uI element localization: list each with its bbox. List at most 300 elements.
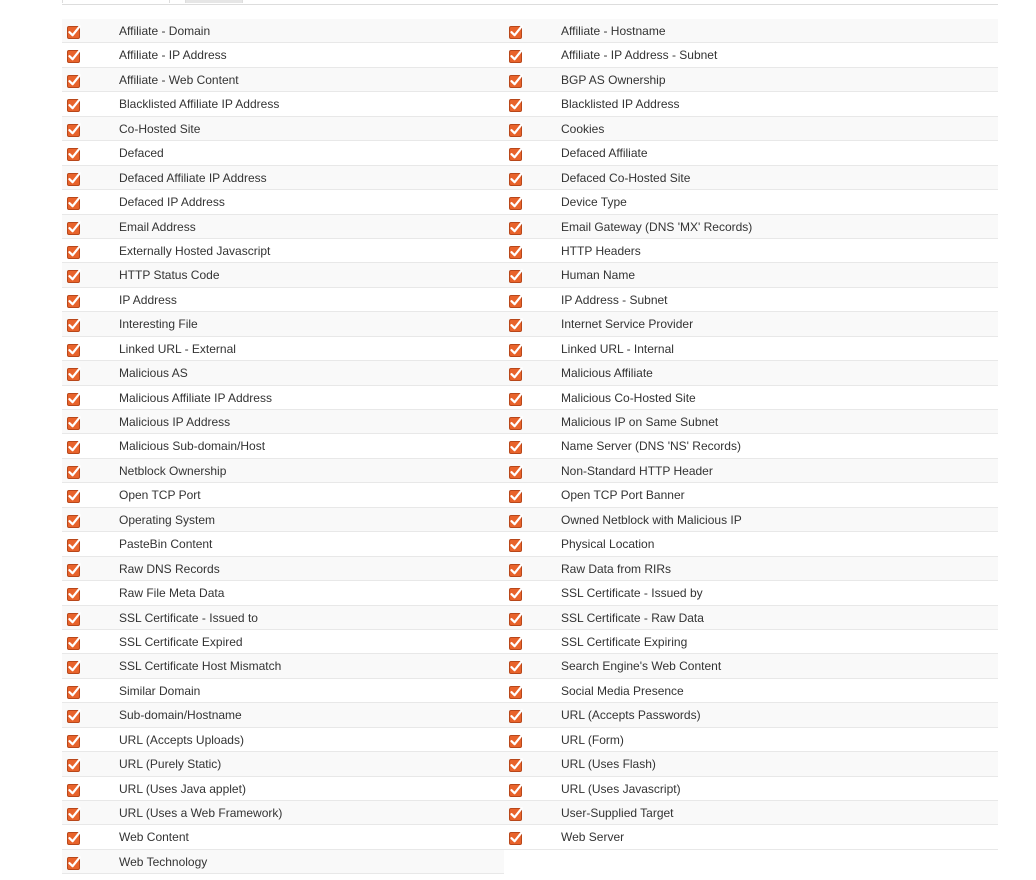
event-type-checkbox[interactable] <box>67 172 81 186</box>
checkbox-checked-icon <box>67 245 81 259</box>
checkbox-checked-icon <box>67 269 81 283</box>
event-type-label: Web Server <box>561 830 625 845</box>
event-type-label: HTTP Status Code <box>119 268 220 283</box>
event-type-cell <box>62 434 504 458</box>
event-type-label: Social Media Presence <box>561 683 684 698</box>
event-type-label: Search Engine's Web Content <box>561 659 722 674</box>
checkbox-checked-icon <box>509 636 523 650</box>
event-type-cell <box>504 166 998 190</box>
checkbox-checked-icon <box>509 221 523 235</box>
event-type-cell <box>62 190 504 214</box>
event-type-row <box>62 92 998 116</box>
event-type-checkbox[interactable] <box>509 709 523 723</box>
event-type-row <box>62 581 998 605</box>
checkbox-checked-icon <box>67 440 81 454</box>
event-type-row <box>62 337 998 361</box>
event-type-checkbox[interactable] <box>509 172 523 186</box>
event-type-checkbox[interactable] <box>67 563 81 577</box>
checkbox-checked-icon <box>509 465 523 479</box>
event-type-label: SSL Certificate - Issued to <box>119 610 258 625</box>
checkbox-checked-icon <box>67 123 81 137</box>
event-type-label: Linked URL - Internal <box>561 341 674 356</box>
checkbox-checked-icon <box>67 147 81 161</box>
event-type-checkbox[interactable] <box>509 465 523 479</box>
event-type-checkbox[interactable] <box>67 783 81 797</box>
event-type-cell <box>62 386 504 410</box>
event-type-cell <box>504 386 998 410</box>
checkbox-checked-icon <box>509 269 523 283</box>
checkbox-checked-icon <box>67 343 81 357</box>
event-type-label: URL (Uses Flash) <box>561 757 656 772</box>
event-type-label: URL (Accepts Passwords) <box>561 708 701 723</box>
event-type-checkbox[interactable] <box>67 196 81 210</box>
checkbox-checked-icon <box>67 660 81 674</box>
event-type-cell <box>504 92 998 116</box>
checkbox-checked-icon <box>509 734 523 748</box>
event-type-cell <box>62 557 504 581</box>
checkbox-checked-icon <box>509 318 523 332</box>
checkbox-checked-icon <box>509 807 523 821</box>
event-type-checkbox[interactable] <box>509 660 523 674</box>
event-type-checkbox[interactable] <box>67 685 81 699</box>
event-type-label: SSL Certificate - Issued by <box>561 586 703 601</box>
checkbox-checked-icon <box>509 612 523 626</box>
event-type-cell <box>504 752 998 776</box>
event-type-cell <box>62 728 504 752</box>
event-type-label: Open TCP Port <box>119 488 201 503</box>
event-type-row <box>62 141 998 165</box>
event-type-row <box>62 386 998 410</box>
event-type-checkbox[interactable] <box>67 318 81 332</box>
event-type-label: Defaced <box>119 146 164 161</box>
checkbox-checked-icon <box>67 563 81 577</box>
event-type-row <box>62 703 998 727</box>
event-type-checkbox[interactable] <box>509 367 523 381</box>
event-type-checkbox[interactable] <box>509 123 523 137</box>
event-type-label: IP Address <box>119 292 177 307</box>
event-type-row <box>62 434 998 458</box>
event-type-row <box>62 117 998 141</box>
event-type-cell <box>504 654 998 678</box>
event-type-row <box>62 312 998 336</box>
checkbox-checked-icon <box>509 783 523 797</box>
event-type-cell <box>62 141 504 165</box>
event-type-row <box>62 190 998 214</box>
event-type-cell <box>504 679 998 703</box>
event-type-label: Defaced IP Address <box>119 195 225 210</box>
event-type-label: Web Technology <box>119 854 208 869</box>
event-type-row <box>62 606 998 630</box>
checkbox-checked-icon <box>67 783 81 797</box>
event-type-label: URL (Accepts Uploads) <box>119 732 244 747</box>
event-type-checkbox[interactable] <box>509 392 523 406</box>
checkbox-checked-icon <box>67 49 81 63</box>
checkbox-checked-icon <box>509 196 523 210</box>
event-type-label: Malicious IP Address <box>119 415 231 429</box>
checkbox-checked-icon <box>67 856 81 870</box>
empty-cell <box>504 850 998 874</box>
event-type-cell <box>504 703 998 727</box>
event-type-checkbox[interactable] <box>67 856 81 870</box>
event-type-checkbox[interactable] <box>67 343 81 357</box>
event-type-cell <box>62 630 504 654</box>
checkbox-checked-icon <box>509 416 523 430</box>
event-type-checkbox[interactable] <box>67 416 81 430</box>
event-type-cell <box>504 728 998 752</box>
event-type-label: Affiliate - Domain <box>119 24 211 38</box>
event-type-checkbox[interactable] <box>509 25 523 39</box>
checkbox-checked-icon <box>67 318 81 332</box>
checkbox-checked-icon <box>67 25 81 39</box>
event-type-label: Cookies <box>561 121 605 136</box>
event-type-row <box>62 801 998 825</box>
event-type-checkbox[interactable] <box>67 538 81 552</box>
event-type-cell <box>62 361 504 385</box>
event-type-cell <box>504 312 998 336</box>
event-type-label: Defaced Affiliate IP Address <box>119 170 267 185</box>
checkbox-checked-icon <box>67 709 81 723</box>
checkbox-checked-icon <box>509 660 523 674</box>
event-type-checkbox[interactable] <box>67 807 81 821</box>
event-type-label: Email Gateway (DNS 'MX' Records) <box>561 219 753 234</box>
event-type-row <box>62 557 998 581</box>
event-type-cell <box>504 19 998 43</box>
checkbox-checked-icon <box>509 294 523 308</box>
event-type-cell <box>62 801 504 825</box>
event-type-checkbox[interactable] <box>67 49 81 63</box>
event-type-row <box>62 459 998 483</box>
event-type-cell <box>504 483 998 507</box>
event-type-cell <box>62 459 504 483</box>
event-type-checkbox[interactable] <box>509 514 523 528</box>
event-type-checkbox[interactable] <box>509 74 523 88</box>
event-type-label: Malicious Affiliate <box>561 366 653 381</box>
event-type-label: Malicious AS <box>119 366 188 381</box>
event-type-cell <box>62 532 504 556</box>
event-type-label: Human Name <box>561 268 636 283</box>
event-type-label: SSL Certificate - Raw Data <box>561 610 704 625</box>
event-type-cell <box>504 190 998 214</box>
checkbox-checked-icon <box>509 49 523 63</box>
event-type-checkbox[interactable] <box>509 734 523 748</box>
event-type-label: URL (Uses a Web Framework) <box>119 806 283 820</box>
event-type-cell <box>504 68 998 92</box>
checkbox-checked-icon <box>67 734 81 748</box>
event-type-cell <box>62 337 504 361</box>
event-type-label: Affiliate - IP Address <box>119 48 227 63</box>
event-type-checkbox[interactable] <box>67 660 81 674</box>
event-type-cell <box>62 263 504 287</box>
event-type-checkbox[interactable] <box>509 343 523 357</box>
event-type-cell <box>62 288 504 312</box>
checkbox-checked-icon <box>509 147 523 161</box>
event-type-checkbox[interactable] <box>509 269 523 283</box>
event-type-label: Malicious Co-Hosted Site <box>561 390 696 405</box>
event-type-row <box>62 532 998 556</box>
event-type-row <box>62 630 998 654</box>
event-type-cell <box>62 679 504 703</box>
event-type-label: Linked URL - External <box>119 341 236 356</box>
event-type-checkbox[interactable] <box>509 49 523 63</box>
event-type-checkbox[interactable] <box>509 538 523 552</box>
event-type-checkbox[interactable] <box>67 831 81 845</box>
event-type-cell <box>62 68 504 92</box>
event-type-cell <box>504 581 998 605</box>
event-type-label: PasteBin Content <box>119 537 213 552</box>
event-type-label: URL (Uses Javascript) <box>561 781 681 796</box>
event-type-label: Sub-domain/Hostname <box>119 708 242 723</box>
event-type-cell <box>62 703 504 727</box>
event-type-label: Similar Domain <box>119 683 201 698</box>
event-type-checkbox[interactable] <box>509 98 523 112</box>
event-type-checkbox[interactable] <box>509 147 523 161</box>
event-type-cell <box>62 483 504 507</box>
event-type-checkbox[interactable] <box>509 489 523 503</box>
event-type-label: Affiliate - Web Content <box>119 72 239 87</box>
event-type-checkbox[interactable] <box>67 367 81 381</box>
event-type-checkbox[interactable] <box>509 245 523 259</box>
checkbox-checked-icon <box>509 25 523 39</box>
event-type-checkbox[interactable] <box>67 147 81 161</box>
event-type-cell <box>504 777 998 801</box>
event-types-table <box>62 19 998 874</box>
event-type-checkbox[interactable] <box>67 74 81 88</box>
event-type-checkbox[interactable] <box>509 807 523 821</box>
event-type-row <box>62 679 998 703</box>
event-type-checkbox[interactable] <box>509 783 523 797</box>
event-type-row <box>62 68 998 92</box>
event-type-label: URL (Uses Java applet) <box>119 781 246 796</box>
checkbox-checked-icon <box>509 74 523 88</box>
event-type-cell <box>504 801 998 825</box>
checkbox-checked-icon <box>67 294 81 308</box>
event-type-label: HTTP Headers <box>561 243 641 258</box>
event-type-checkbox[interactable] <box>67 514 81 528</box>
event-type-label: Raw File Meta Data <box>119 586 225 601</box>
checkbox-checked-icon <box>509 563 523 577</box>
event-type-label: Malicious Sub-domain/Host <box>119 439 266 454</box>
event-type-row <box>62 777 998 801</box>
event-type-label: User-Supplied Target <box>561 806 674 820</box>
event-type-cell <box>504 630 998 654</box>
event-type-checkbox[interactable] <box>509 831 523 845</box>
checkbox-checked-icon <box>509 245 523 259</box>
event-type-checkbox[interactable] <box>67 709 81 723</box>
checkbox-checked-icon <box>509 98 523 112</box>
event-type-cell <box>504 239 998 263</box>
checkbox-checked-icon <box>67 98 81 112</box>
checkbox-checked-icon <box>509 440 523 454</box>
checkbox-checked-icon <box>509 172 523 186</box>
event-type-label: Web Content <box>119 830 189 845</box>
event-type-label: Raw Data from RIRs <box>561 561 672 576</box>
checkbox-checked-icon <box>509 538 523 552</box>
event-type-label: SSL Certificate Expired <box>119 634 243 649</box>
checkbox-checked-icon <box>67 538 81 552</box>
event-type-label: IP Address - Subnet <box>561 292 668 307</box>
event-type-row <box>62 19 998 43</box>
event-type-checkbox[interactable] <box>509 563 523 577</box>
event-type-cell <box>504 606 998 630</box>
event-type-checkbox[interactable] <box>67 758 81 772</box>
checkbox-checked-icon <box>509 514 523 528</box>
checkbox-checked-icon <box>67 196 81 210</box>
event-type-cell <box>504 459 998 483</box>
checkbox-checked-icon <box>67 831 81 845</box>
checkbox-checked-icon <box>67 514 81 528</box>
event-type-cell <box>62 825 504 849</box>
event-type-label: Malicious IP on Same Subnet <box>561 415 719 429</box>
event-type-label: Name Server (DNS 'NS' Records) <box>561 439 741 454</box>
event-type-cell <box>504 557 998 581</box>
event-type-checkbox[interactable] <box>67 465 81 479</box>
event-type-cell <box>62 777 504 801</box>
module-tabs <box>62 0 998 5</box>
checkbox-checked-icon <box>67 612 81 626</box>
event-type-cell <box>504 43 998 67</box>
event-type-checkbox[interactable] <box>67 612 81 626</box>
checkbox-checked-icon <box>509 343 523 357</box>
event-type-cell <box>62 19 504 43</box>
checkbox-checked-icon <box>67 392 81 406</box>
event-type-checkbox[interactable] <box>67 221 81 235</box>
event-type-cell <box>62 92 504 116</box>
event-type-cell <box>62 752 504 776</box>
checkbox-checked-icon <box>67 685 81 699</box>
event-type-row <box>62 263 998 287</box>
event-type-checkbox[interactable] <box>67 98 81 112</box>
event-type-row <box>62 215 998 239</box>
event-type-cell <box>62 239 504 263</box>
event-type-cell <box>62 215 504 239</box>
event-type-checkbox[interactable] <box>509 440 523 454</box>
event-type-label: Affiliate - Hostname <box>561 24 666 38</box>
event-type-cell <box>504 532 998 556</box>
event-type-cell <box>504 288 998 312</box>
checkbox-checked-icon <box>509 758 523 772</box>
event-type-checkbox[interactable] <box>509 685 523 699</box>
event-type-label: Email Address <box>119 219 196 234</box>
checkbox-checked-icon <box>509 587 523 601</box>
event-type-cell <box>62 410 504 434</box>
event-type-label: Owned Netblock with Malicious IP <box>561 512 742 527</box>
tab-1[interactable] <box>62 0 170 3</box>
event-type-row <box>62 752 998 776</box>
event-type-row <box>62 166 998 190</box>
event-type-checkbox[interactable] <box>67 245 81 259</box>
event-type-checkbox[interactable] <box>67 489 81 503</box>
event-type-row <box>62 288 998 312</box>
event-type-row <box>62 410 998 434</box>
event-type-label: Affiliate - IP Address - Subnet <box>561 48 718 63</box>
event-type-checkbox[interactable] <box>67 123 81 137</box>
event-type-checkbox[interactable] <box>509 612 523 626</box>
event-type-label: Open TCP Port Banner <box>561 488 685 503</box>
event-type-checkbox[interactable] <box>67 734 81 748</box>
event-type-label: Netblock Ownership <box>119 463 227 478</box>
checkbox-checked-icon <box>67 587 81 601</box>
event-type-checkbox[interactable] <box>509 587 523 601</box>
event-type-checkbox[interactable] <box>509 318 523 332</box>
event-type-checkbox[interactable] <box>67 392 81 406</box>
event-type-checkbox[interactable] <box>67 25 81 39</box>
event-type-label: Co-Hosted Site <box>119 121 201 136</box>
checkbox-checked-icon <box>67 367 81 381</box>
event-type-row <box>62 654 998 678</box>
event-type-label: Blacklisted Affiliate IP Address <box>119 97 280 112</box>
checkbox-checked-icon <box>67 807 81 821</box>
event-type-row <box>62 43 998 67</box>
event-type-cell <box>62 166 504 190</box>
event-type-checkbox[interactable] <box>67 440 81 454</box>
checkbox-checked-icon <box>67 489 81 503</box>
event-type-label: URL (Form) <box>561 732 624 747</box>
event-type-label: Device Type <box>561 195 627 210</box>
event-type-cell <box>62 117 504 141</box>
event-type-label: Defaced Co-Hosted Site <box>561 170 691 185</box>
event-type-cell <box>62 43 504 67</box>
event-type-cell <box>62 581 504 605</box>
event-type-checkbox[interactable] <box>509 416 523 430</box>
checkbox-checked-icon <box>67 416 81 430</box>
checkbox-checked-icon <box>509 123 523 137</box>
event-type-cell <box>504 361 998 385</box>
event-type-row <box>62 483 998 507</box>
event-type-label: SSL Certificate Host Mismatch <box>119 659 282 674</box>
event-type-checkbox[interactable] <box>67 587 81 601</box>
event-type-cell <box>504 410 998 434</box>
checkbox-checked-icon <box>509 367 523 381</box>
event-type-row <box>62 508 998 532</box>
event-type-cell <box>504 117 998 141</box>
event-type-cell <box>504 508 998 532</box>
event-type-checkbox[interactable] <box>509 636 523 650</box>
event-type-cell <box>504 337 998 361</box>
checkbox-checked-icon <box>509 685 523 699</box>
event-type-label: URL (Purely Static) <box>119 757 222 772</box>
checkbox-checked-icon <box>67 758 81 772</box>
event-type-cell <box>62 654 504 678</box>
checkbox-checked-icon <box>509 392 523 406</box>
event-type-checkbox[interactable] <box>67 636 81 650</box>
event-type-label: Blacklisted IP Address <box>561 97 680 112</box>
checkbox-checked-icon <box>67 74 81 88</box>
checkbox-checked-icon <box>67 221 81 235</box>
event-type-label: Externally Hosted Javascript <box>119 243 271 258</box>
event-type-label: Non-Standard HTTP Header <box>561 463 713 478</box>
event-type-label: Raw DNS Records <box>119 561 220 576</box>
event-type-cell <box>504 434 998 458</box>
event-type-label: BGP AS Ownership <box>561 72 666 87</box>
event-type-cell <box>504 263 998 287</box>
event-type-checkbox[interactable] <box>509 221 523 235</box>
event-type-cell <box>504 141 998 165</box>
event-type-label: Interesting File <box>119 317 198 332</box>
event-type-checkbox[interactable] <box>67 294 81 308</box>
checkbox-checked-icon <box>67 636 81 650</box>
checkbox-checked-icon <box>67 465 81 479</box>
tab-2[interactable] <box>185 0 243 3</box>
event-type-checkbox[interactable] <box>509 294 523 308</box>
checkbox-checked-icon <box>67 172 81 186</box>
event-type-cell <box>62 606 504 630</box>
event-type-checkbox[interactable] <box>67 269 81 283</box>
event-type-row <box>62 361 998 385</box>
event-type-checkbox[interactable] <box>509 758 523 772</box>
event-type-checkbox[interactable] <box>509 196 523 210</box>
event-type-row <box>62 239 998 263</box>
event-type-row <box>62 728 998 752</box>
